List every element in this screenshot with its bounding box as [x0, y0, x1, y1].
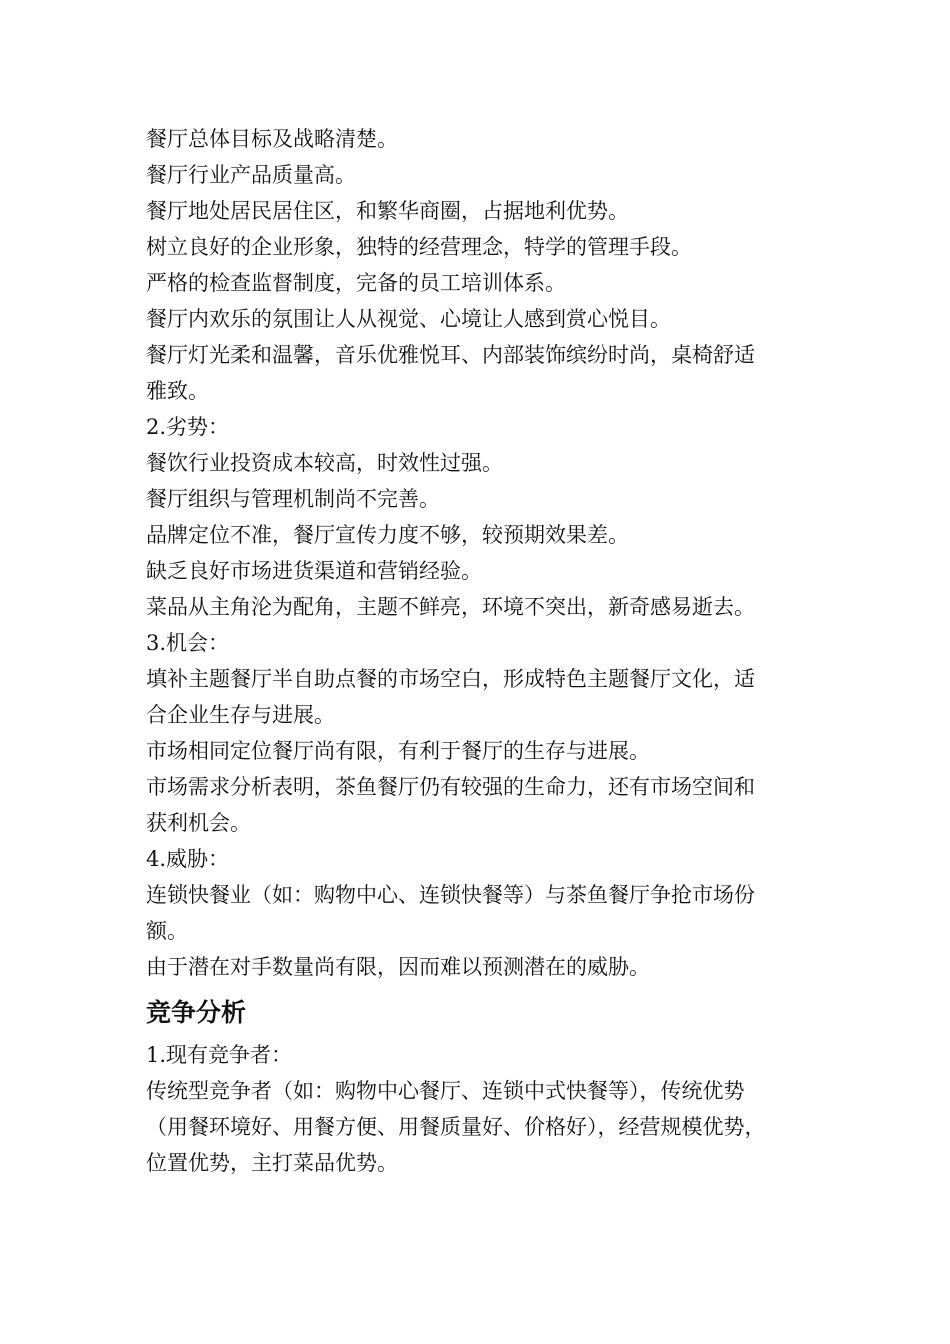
- text-line: 餐厅内欢乐的氛围让人从视觉、心境让人感到赏心悦目。: [146, 307, 671, 331]
- text-line: 树立良好的企业形象，独特的经营理念，特学的管理手段。: [146, 235, 692, 259]
- threats-section: [146, 841, 836, 985]
- text-line: 餐饮行业投资成本较高，时效性过强。: [146, 451, 503, 475]
- text-line: 传统型竞争者（如：购物中心餐厅、连锁中式快餐等），传统优势: [146, 1079, 745, 1103]
- section-title: 3.机会：: [146, 631, 230, 655]
- text-line: 填补主题餐厅半自助点餐的市场空白，形成特色主题餐厅文化，适: [146, 667, 755, 691]
- text-line: 市场相同定位餐厅尚有限，有利于餐厅的生存与进展。: [146, 739, 650, 763]
- text-line: 额。: [146, 919, 188, 943]
- text-line: 餐厅灯光柔和温馨，音乐优雅悦耳、内部装饰缤纷时尚，桌椅舒适: [146, 343, 755, 367]
- section-title: 1.现有竞争者：: [146, 1043, 293, 1067]
- text-line: 缺乏良好市场进货渠道和营销经验。: [146, 559, 482, 583]
- opportunities-section: [146, 625, 836, 841]
- section-title: 4.威胁：: [146, 847, 230, 871]
- text-line: 餐厅组织与管理机制尚不完善。: [146, 487, 440, 511]
- weaknesses-section: [146, 409, 836, 625]
- competition-heading: 竞争分析: [146, 998, 247, 1027]
- text-line: 餐厅地处居民居住区，和繁华商圈，占据地利优势。: [146, 199, 629, 223]
- text-line: 餐厅总体目标及战略清楚。: [146, 127, 398, 151]
- section-title: 2.劣势：: [146, 415, 230, 439]
- text-line: 严格的检查监督制度，完备的员工培训体系。: [146, 271, 566, 295]
- text-line: 雅致。: [146, 379, 209, 403]
- text-line: 菜品从主角沦为配角，主题不鲜亮，环境不突出，新奇感易逝去。: [146, 595, 755, 619]
- text-line: 位置优势，主打菜品优势。: [146, 1151, 398, 1175]
- text-line: 餐厅行业产品质量高。: [146, 163, 356, 187]
- text-line: 获利机会。: [146, 811, 251, 835]
- document-page: [146, 121, 836, 1181]
- text-line: 由于潜在对手数量尚有限，因而难以预测潜在的威胁。: [146, 955, 650, 979]
- text-line: 品牌定位不准，餐厅宣传力度不够，较预期效果差。: [146, 523, 629, 547]
- text-line: 合企业生存与进展。: [146, 703, 335, 727]
- text-line: 连锁快餐业（如：购物中心、连锁快餐等）与茶鱼餐厅争抢市场份: [146, 883, 755, 907]
- text-line: 市场需求分析表明，茶鱼餐厅仍有较强的生命力，还有市场空间和: [146, 775, 755, 799]
- text-line: （用餐环境好、用餐方便、用餐质量好、价格好），经营规模优势，: [146, 1115, 766, 1139]
- strengths-section: [146, 121, 836, 409]
- competitors-section: [146, 1037, 836, 1181]
